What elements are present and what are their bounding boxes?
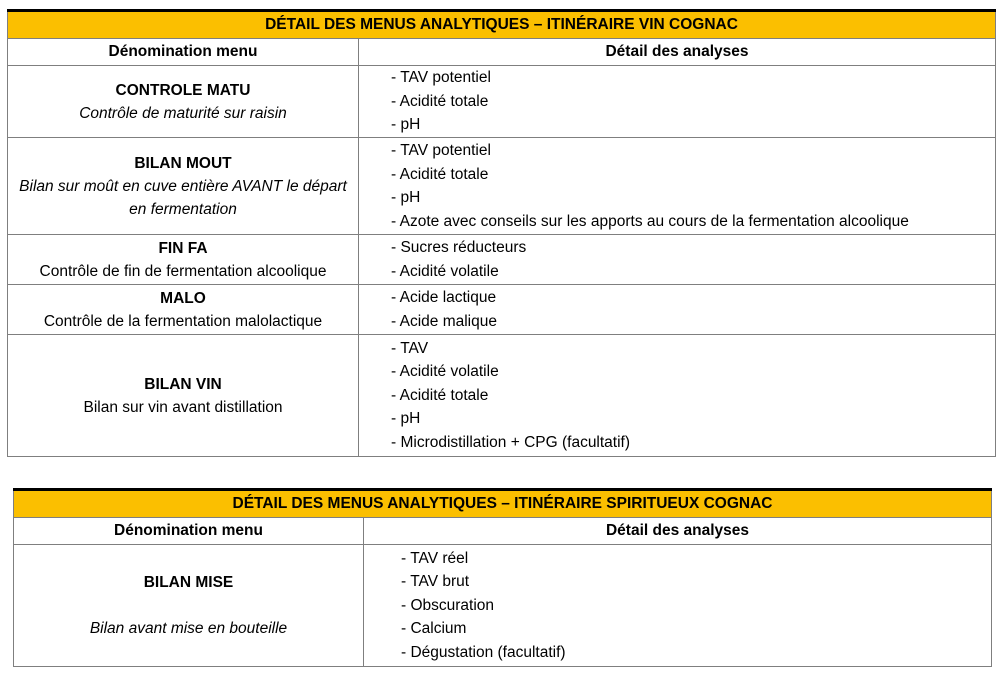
analyses-cell	[359, 66, 996, 138]
analysis-item: - Acide lactique	[391, 289, 497, 306]
menu-name: BILAN MISE	[143, 574, 234, 591]
menu-description: Bilan sur moût en cuve entière AVANT le départ en fermentation	[19, 177, 347, 218]
menu-name: BILAN VIN	[144, 375, 222, 393]
analyses-list	[359, 139, 995, 233]
analysis-item: - Acidité totale	[391, 386, 489, 404]
menu-cell	[8, 335, 359, 457]
analyses-cell	[359, 235, 996, 285]
column-header-details: Détail des analyses	[359, 39, 996, 66]
column-header-details: Détail des analyses	[364, 518, 992, 545]
menu-cell	[14, 545, 364, 667]
analysis-item: - Azote avec conseils sur les apports au cours de la fermentation alcoolique	[391, 212, 909, 230]
analysis-item: - TAV potentiel	[391, 69, 491, 87]
analysis-item: - Acidité totale	[391, 165, 489, 183]
analyses-list	[359, 236, 995, 283]
menu-cell	[8, 285, 359, 335]
analysis-item: - pH	[391, 410, 421, 428]
analysis-item: - Calcium	[401, 620, 467, 638]
menus-table-vin	[7, 9, 996, 457]
menu-name: CONTROLE MATU	[115, 81, 251, 99]
table-title: DÉTAIL DES MENUS ANALYTIQUES – ITINÉRAIRE VIN COGNAC	[8, 11, 996, 39]
analyses-cell	[359, 285, 996, 335]
table-row	[8, 285, 996, 335]
analyses-list	[359, 337, 995, 455]
analysis-item: - pH	[391, 116, 421, 134]
analyses-list	[359, 66, 995, 137]
analysis-item: - Obscuration	[401, 596, 495, 614]
menu-cell	[8, 235, 359, 285]
analysis-item: - Dégustation (facultatif)	[401, 643, 566, 661]
table-header-row	[8, 39, 996, 66]
table-title: DÉTAIL DES MENUS ANALYTIQUES – ITINÉRAIRE SPIRITUEUX COGNAC	[14, 490, 992, 518]
analysis-item: - Acide malique	[391, 312, 497, 330]
analysis-item: - Acidité volatile	[391, 262, 499, 280]
table-title-row	[14, 490, 992, 518]
menu-description: Contrôle de fin de fermentation alcoolique	[39, 262, 327, 280]
analyses-cell	[364, 545, 992, 667]
analysis-item: - Acidité volatile	[391, 363, 499, 381]
menu-description: Contrôle de la fermentation malolactique	[43, 312, 323, 330]
menu-name: MALO	[160, 289, 206, 307]
analyses-cell	[359, 138, 996, 235]
analysis-item: - TAV brut	[401, 573, 470, 591]
analysis-item: - pH	[391, 189, 421, 206]
menu-description: Bilan avant mise en bouteille	[89, 620, 288, 637]
column-header-menu: Dénomination menu	[14, 518, 364, 545]
menu-name: FIN FA	[158, 239, 208, 257]
menu-description: Bilan sur vin avant distillation	[83, 398, 283, 416]
analyses-list	[364, 547, 991, 665]
menu-description: Contrôle de maturité sur raisin	[79, 104, 287, 122]
analysis-item: - TAV	[391, 339, 429, 357]
table-row	[8, 235, 996, 285]
table-row	[8, 138, 996, 235]
menu-cell	[8, 138, 359, 235]
table-row	[14, 545, 992, 667]
analysis-item: - TAV réel	[401, 549, 469, 567]
table-row	[8, 66, 996, 138]
analyses-cell	[359, 335, 996, 457]
analysis-item: - Sucres réducteurs	[391, 239, 527, 256]
column-header-menu: Dénomination menu	[8, 39, 359, 66]
analyses-list	[359, 286, 995, 333]
menu-cell	[8, 66, 359, 138]
table-title-row	[8, 11, 996, 39]
analysis-item: - Acidité totale	[391, 92, 489, 110]
menu-name: BILAN MOUT	[134, 154, 232, 172]
table-row	[8, 335, 996, 457]
menus-table-spiritueux	[13, 488, 992, 667]
table-header-row	[14, 518, 992, 545]
analysis-item: - Microdistillation + CPG (facultatif)	[391, 433, 631, 451]
analysis-item: - TAV potentiel	[391, 142, 491, 159]
